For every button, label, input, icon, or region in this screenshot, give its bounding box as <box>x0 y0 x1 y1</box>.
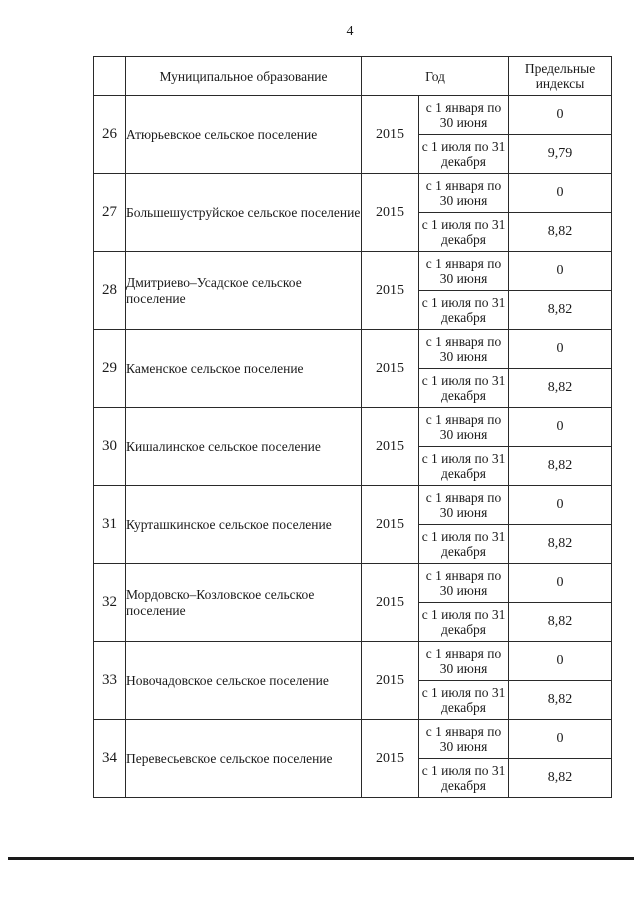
table-row <box>94 720 612 759</box>
period-second-half: с 1 июля по 31 декабря <box>419 681 509 720</box>
row-number: 33 <box>94 642 126 720</box>
table-header-row <box>94 57 612 96</box>
year-cell: 2015 <box>362 330 419 408</box>
period-second-half: с 1 июля по 31 декабря <box>419 525 509 564</box>
index-second-half: 8,82 <box>509 759 612 798</box>
table-row <box>94 174 612 213</box>
period-first-half: с 1 января по 30 июня <box>419 642 509 681</box>
table-row <box>94 252 612 291</box>
header-indices: Предельные индексы <box>509 57 612 96</box>
index-second-half: 8,82 <box>509 525 612 564</box>
index-first-half: 0 <box>509 96 612 135</box>
index-second-half: 9,79 <box>509 135 612 174</box>
period-first-half: с 1 января по 30 июня <box>419 486 509 525</box>
table-row <box>94 486 612 525</box>
index-first-half: 0 <box>509 174 612 213</box>
index-second-half: 8,82 <box>509 369 612 408</box>
municipality-name: Мордовско–Козловское сельское поселение <box>126 564 362 642</box>
row-number: 32 <box>94 564 126 642</box>
table-row <box>94 330 612 369</box>
index-second-half: 8,82 <box>509 603 612 642</box>
index-second-half: 8,82 <box>509 447 612 486</box>
municipality-name: Новочадовское сельское поселение <box>126 642 362 720</box>
municipality-name: Большешуструйское сельское поселение <box>126 174 362 252</box>
index-first-half: 0 <box>509 720 612 759</box>
period-first-half: с 1 января по 30 июня <box>419 96 509 135</box>
period-first-half: с 1 января по 30 июня <box>419 174 509 213</box>
period-second-half: с 1 июля по 31 декабря <box>419 759 509 798</box>
index-first-half: 0 <box>509 252 612 291</box>
year-cell: 2015 <box>362 564 419 642</box>
year-cell: 2015 <box>362 720 419 798</box>
table-body <box>94 96 612 798</box>
row-number: 30 <box>94 408 126 486</box>
index-second-half: 8,82 <box>509 291 612 330</box>
municipality-name: Кишалинское сельское поселение <box>126 408 362 486</box>
municipality-name: Перевесьевское сельское поселение <box>126 720 362 798</box>
header-number <box>94 57 126 96</box>
period-first-half: с 1 января по 30 июня <box>419 564 509 603</box>
municipality-name: Курташкинское сельское поселение <box>126 486 362 564</box>
municipality-name: Атюрьевское сельское поселение <box>126 96 362 174</box>
year-cell: 2015 <box>362 642 419 720</box>
row-number: 28 <box>94 252 126 330</box>
index-second-half: 8,82 <box>509 681 612 720</box>
period-second-half: с 1 июля по 31 декабря <box>419 213 509 252</box>
municipality-name: Дмитриево–Усадское сельское поселение <box>126 252 362 330</box>
period-first-half: с 1 января по 30 июня <box>419 252 509 291</box>
period-second-half: с 1 июля по 31 декабря <box>419 369 509 408</box>
page-number: 4 <box>346 24 354 39</box>
year-cell: 2015 <box>362 408 419 486</box>
table-row <box>94 408 612 447</box>
period-second-half: с 1 июля по 31 декабря <box>419 135 509 174</box>
year-cell: 2015 <box>362 486 419 564</box>
index-first-half: 0 <box>509 486 612 525</box>
year-cell: 2015 <box>362 252 419 330</box>
municipality-name: Каменское сельское поселение <box>126 330 362 408</box>
index-first-half: 0 <box>509 642 612 681</box>
period-second-half: с 1 июля по 31 декабря <box>419 291 509 330</box>
row-number: 29 <box>94 330 126 408</box>
index-first-half: 0 <box>509 564 612 603</box>
table-row <box>94 96 612 135</box>
row-number: 34 <box>94 720 126 798</box>
row-number: 31 <box>94 486 126 564</box>
index-first-half: 0 <box>509 330 612 369</box>
period-first-half: с 1 января по 30 июня <box>419 330 509 369</box>
row-number: 27 <box>94 174 126 252</box>
index-first-half: 0 <box>509 408 612 447</box>
header-municipality: Муниципальное образование <box>126 57 362 96</box>
table-row <box>94 642 612 681</box>
year-cell: 2015 <box>362 174 419 252</box>
year-cell: 2015 <box>362 96 419 174</box>
period-first-half: с 1 января по 30 июня <box>419 720 509 759</box>
row-number: 26 <box>94 96 126 174</box>
header-year: Год <box>362 57 509 96</box>
period-second-half: с 1 июля по 31 декабря <box>419 447 509 486</box>
footer-rule <box>8 857 634 860</box>
period-first-half: с 1 января по 30 июня <box>419 408 509 447</box>
tariff-index-table <box>93 56 612 798</box>
period-second-half: с 1 июля по 31 декабря <box>419 603 509 642</box>
table-row <box>94 564 612 603</box>
index-second-half: 8,82 <box>509 213 612 252</box>
